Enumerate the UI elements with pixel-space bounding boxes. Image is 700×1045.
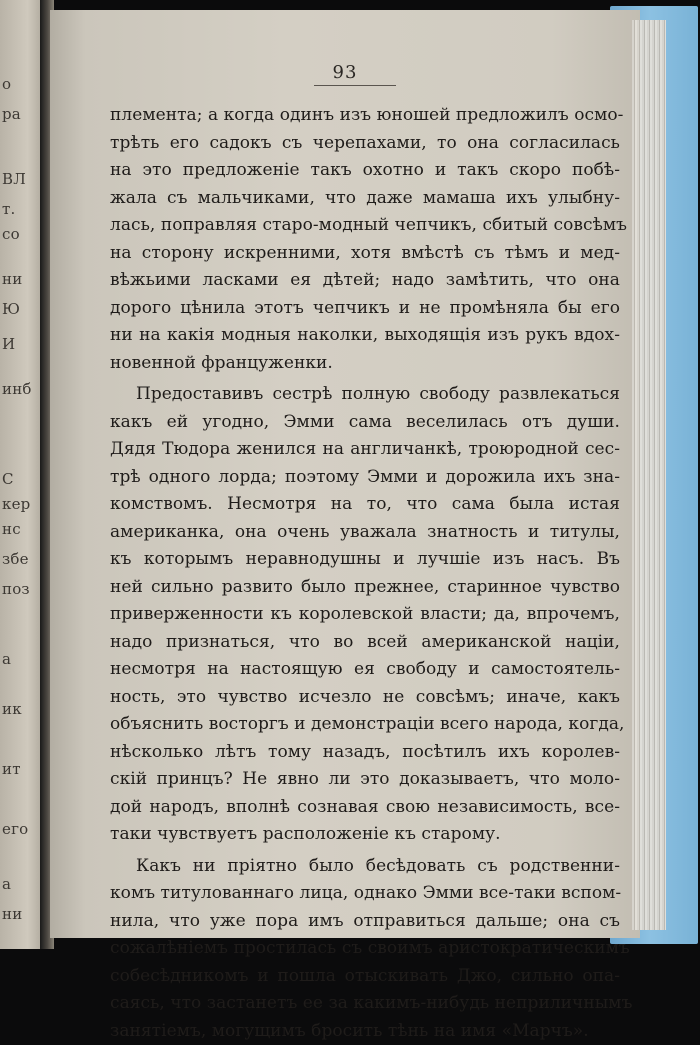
- facing-page-text: И: [2, 335, 15, 353]
- facing-page-text: нс: [2, 520, 21, 538]
- facing-page-text: ик: [2, 700, 22, 718]
- facing-page-text: С: [2, 470, 14, 488]
- text-line: объяснить восторгъ и демонстрацiи всего народа, когда,: [110, 711, 620, 739]
- text-line: вѣжьими ласками ея дѣтей; надо замѣтить, что она: [110, 267, 620, 295]
- text-line: какъ ей угодно, Эмми сама веселилась отъ души.: [110, 409, 620, 437]
- text-line: комъ титулованнаго лица, однако Эмми все-таки вспом-: [110, 880, 620, 908]
- paragraph: [110, 102, 620, 377]
- page-text: [110, 102, 620, 1045]
- facing-page-text: Ю: [2, 300, 20, 318]
- facing-page-text: ни: [2, 905, 22, 923]
- page-number: 93: [50, 62, 640, 83]
- facing-page-text: ит: [2, 760, 21, 778]
- text-line: занятiемъ, могущимъ бросить тѣнь на имя «Марчъ».: [110, 1018, 620, 1045]
- text-line: скiй принцъ? Не явно ли это доказываетъ, что моло-: [110, 766, 620, 794]
- text-line: нѣсколько лѣтъ тому назадъ, посѣтилъ ихъ королев-: [110, 739, 620, 767]
- text-line: сожалѣнiемъ простилась съ своимъ аристократическимъ: [110, 935, 620, 963]
- text-line: несмотря на настоящую ея свободу и самостоятель-: [110, 656, 620, 684]
- text-line: дорого цѣнила этотъ чепчикъ и не промѣняла бы его: [110, 295, 620, 323]
- text-line: трѣть его садокъ съ черепахами, то она согласилась: [110, 130, 620, 158]
- page-block-edge: [632, 20, 666, 930]
- facing-page-text: поз: [2, 580, 30, 598]
- paragraph: [110, 381, 620, 849]
- text-line: новенной француженки.: [110, 350, 620, 378]
- text-line: нила, что уже пора имъ отправиться дальше; она съ: [110, 908, 620, 936]
- text-line: Дядя Тюдора женился на англичанкѣ, троюродной сес-: [110, 436, 620, 464]
- text-line: надо признаться, что во всей американской нацiи,: [110, 629, 620, 657]
- page-number-rule: [314, 85, 396, 86]
- text-line: таки чувствуетъ расположенiе къ старому.: [110, 821, 620, 849]
- text-line: Какъ ни прiятно было бесѣдовать съ родственни-: [110, 853, 620, 881]
- facing-page-text: со: [2, 225, 20, 243]
- text-line: дой народъ, вполнѣ сознавая свою независимость, все-: [110, 794, 620, 822]
- book-page: [50, 10, 640, 938]
- text-line: трѣ одного лорда; поэтому Эмми и дорожила ихъ зна-: [110, 464, 620, 492]
- text-line: лась, поправляя старо-модный чепчикъ, сбитый совсѣмъ: [110, 212, 620, 240]
- facing-page-text: о: [2, 75, 11, 93]
- text-line: собесѣдникомъ и пошла отыскивать Джо, сильно опа-: [110, 963, 620, 991]
- text-line: къ которымъ неравнодушны и лучшiе изъ насъ. Въ: [110, 546, 620, 574]
- text-line: на это предложенiе такъ охотно и такъ скоро побѣ-: [110, 157, 620, 185]
- text-line: ни на какiя модныя наколки, выходящiя изъ рукъ вдох-: [110, 322, 620, 350]
- facing-page-text: инб: [2, 380, 32, 398]
- facing-page-text: ни: [2, 270, 22, 288]
- text-line: комствомъ. Несмотря на то, что сама была истая: [110, 491, 620, 519]
- text-line: племента; а когда одинъ изъ юношей предложилъ осмо-: [110, 102, 620, 130]
- facing-page-text: збе: [2, 550, 29, 568]
- facing-page-text: ра: [2, 105, 21, 123]
- text-line: жала съ мальчиками, что даже мамаша ихъ улыбну-: [110, 185, 620, 213]
- facing-page-text: его: [2, 820, 28, 838]
- facing-page-text: т.: [2, 200, 15, 218]
- facing-page-text: кер: [2, 495, 30, 513]
- text-line: на сторону искренними, хотя вмѣстѣ съ тѣмъ и мед-: [110, 240, 620, 268]
- text-line: Предоставивъ сестрѣ полную свободу развлекаться: [110, 381, 620, 409]
- text-line: саясь, что застанетъ ее за какимъ-нибудь неприличнымъ: [110, 990, 620, 1018]
- text-line: ней сильно развито было прежнее, старинное чувство: [110, 574, 620, 602]
- facing-page-text: а: [2, 875, 11, 893]
- facing-page-text: ВЛ: [2, 170, 26, 188]
- text-line: американка, она очень уважала знатность и титулы,: [110, 519, 620, 547]
- facing-page-text: а: [2, 650, 11, 668]
- text-line: приверженности къ королевской власти; да, впрочемъ,: [110, 601, 620, 629]
- text-line: ность, это чувство исчезло не совсѣмъ; иначе, какъ: [110, 684, 620, 712]
